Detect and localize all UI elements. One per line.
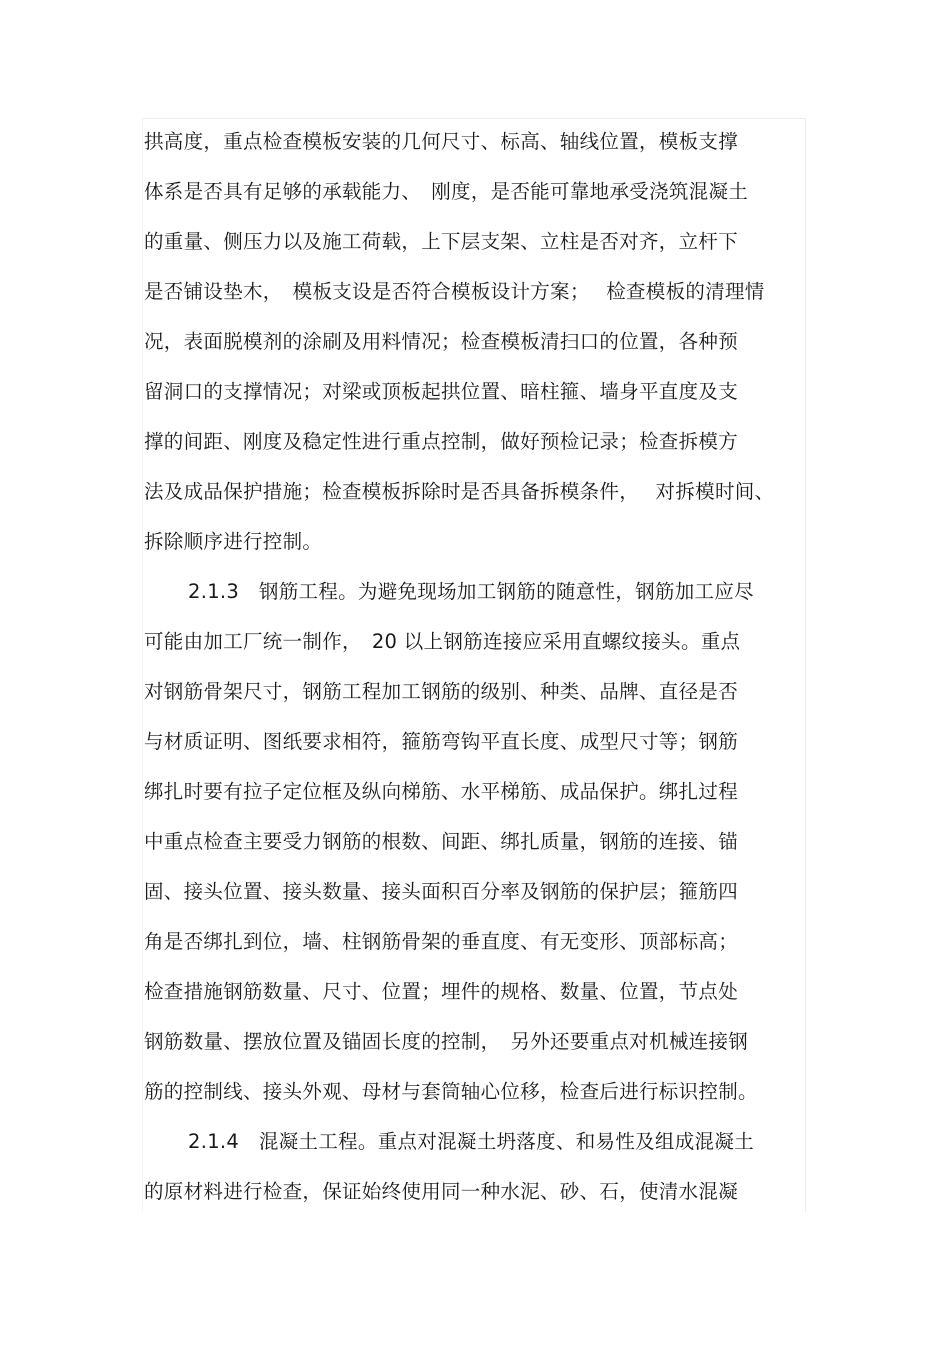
text-line: 的原材料进行检查，保证始终使用同一种水泥、砂、石，使清水混凝 — [144, 1180, 739, 1203]
text-line: 留洞口的支撑情况；对梁或顶板起拱位置、暗柱箍、墙身平直度及支 — [144, 380, 739, 403]
text-line: 与材质证明、图纸要求相符，箍筋弯钩平直长度、成型尺寸等；钢筋 — [144, 730, 739, 753]
text-line: 拱高度，重点检查模板安装的几何尺寸、标高、轴线位置，模板支撑 — [144, 130, 739, 153]
text-line: 筋的控制线、接头外观、母材与套筒轴心位移，检查后进行标识控制。 — [144, 1080, 758, 1103]
text-line: 钢筋数量、摆放位置及锚固长度的控制， 另外还要重点对机械连接钢 — [144, 1030, 749, 1053]
text-line: 角是否绑扎到位，墙、柱钢筋骨架的垂直度、有无变形、顶部标高； — [144, 930, 739, 953]
text-line: 可能由加工厂统一制作， 20 以上钢筋连接应采用直螺纹接头。重点 — [144, 630, 741, 653]
text-line: 对钢筋骨架尺寸，钢筋工程加工钢筋的级别、种类、品牌、直径是否 — [144, 680, 739, 703]
text-line: 撑的间距、刚度及稳定性进行重点控制，做好预检记录；检查拆模方 — [144, 430, 739, 453]
text-line: 的重量、侧压力以及施工荷载，上下层支架、立柱是否对齐，立杆下 — [144, 230, 739, 253]
text-line: 中重点检查主要受力钢筋的根数、间距、绑扎质量，钢筋的连接、锚 — [144, 830, 739, 853]
text-line: 体系是否具有足够的承载能力、 刚度，是否能可靠地承受浇筑混凝土 — [144, 180, 749, 203]
document-body — [144, 122, 812, 1222]
text-line: 是否铺设垫木， 模板支设是否符合模板设计方案； 检查模板的清理情 — [144, 280, 765, 303]
text-line: 固、接头位置、接头数量、接头面积百分率及钢筋的保护层；箍筋四 — [144, 880, 739, 903]
text-line: 况，表面脱模剂的涂刷及用料情况；检查模板清扫口的位置，各种预 — [144, 330, 739, 353]
text-line: 拆除顺序进行控制。 — [144, 530, 323, 553]
text-line: 法及成品保护措施；检查模板拆除时是否具备拆模条件， 对拆模时间、 — [144, 480, 775, 503]
text-line: 检查措施钢筋数量、尺寸、位置；埋件的规格、数量、位置，节点处 — [144, 980, 739, 1003]
text-line: 绑扎时要有拉子定位框及纵向梯筋、水平梯筋、成品保护。绑扎过程 — [144, 780, 739, 803]
paragraph-first-line: 2.1.4 混凝土工程。重点对混凝土坍落度、和易性及组成混凝土 — [188, 1130, 754, 1153]
paragraph-first-line: 2.1.3 钢筋工程。为避免现场加工钢筋的随意性，钢筋加工应尽 — [188, 580, 754, 603]
